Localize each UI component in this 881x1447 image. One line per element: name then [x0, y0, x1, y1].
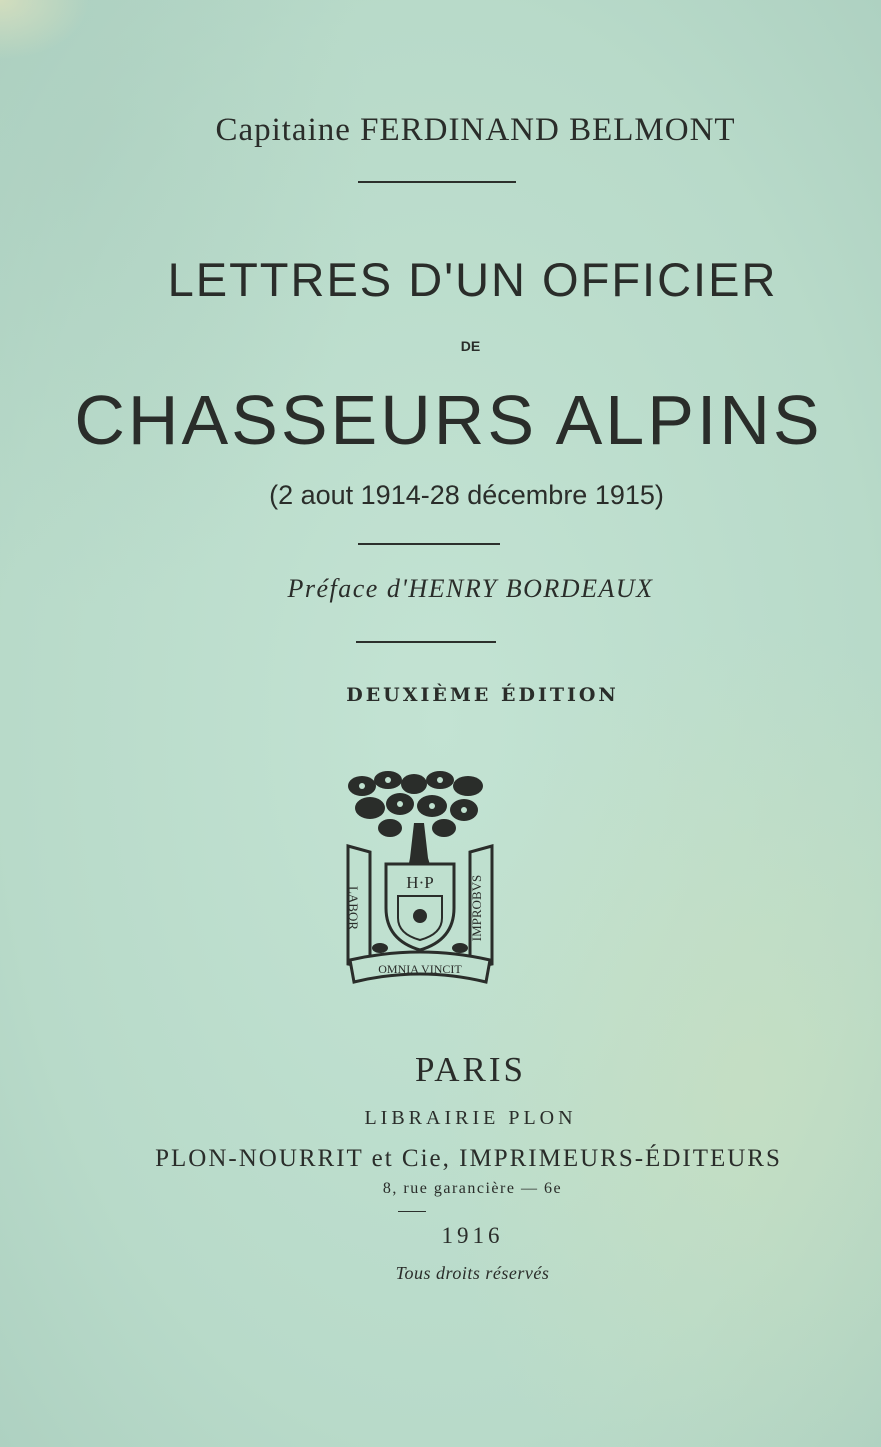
emblem-motto-left: LABOR [346, 885, 361, 931]
publisher-mark-tree-shield-icon [340, 768, 500, 988]
publication-city: PARIS [415, 1050, 526, 1089]
emblem-monogram: H·P [406, 873, 434, 892]
title-connector: DE [460, 338, 481, 354]
title-line-1: LETTRES D'UN OFFICIER [167, 253, 778, 306]
author-name: Capitaine FERDINAND BELMONT [215, 112, 736, 148]
preface-credit: Préface d'HENRY BORDEAUX [287, 574, 654, 603]
emblem-motto-right: IMPROBVS [469, 874, 484, 942]
paper-wear [0, 0, 90, 60]
divider-rule [356, 641, 496, 643]
divider-rule [358, 181, 516, 183]
divider-rule [358, 543, 500, 545]
date-range: (2 aout 1914-28 décembre 1915) [269, 480, 664, 510]
divider-rule [398, 1211, 426, 1212]
publisher-name: LIBRAIRIE PLON [364, 1107, 577, 1129]
imprint-line: PLON-NOURRIT et Cie, IMPRIMEURS-ÉDITEURS [155, 1145, 782, 1172]
emblem-motto-bottom: OMNIA VINCIT [378, 962, 462, 976]
publication-year: 1916 [441, 1223, 504, 1248]
publisher-address: 8, rue garancière — 6e [382, 1180, 563, 1197]
rights-notice: Tous droits réservés [395, 1263, 550, 1283]
edition-label: DEUXIÈME ÉDITION [346, 684, 619, 706]
title-line-2: CHASSEURS ALPINS [74, 381, 823, 459]
